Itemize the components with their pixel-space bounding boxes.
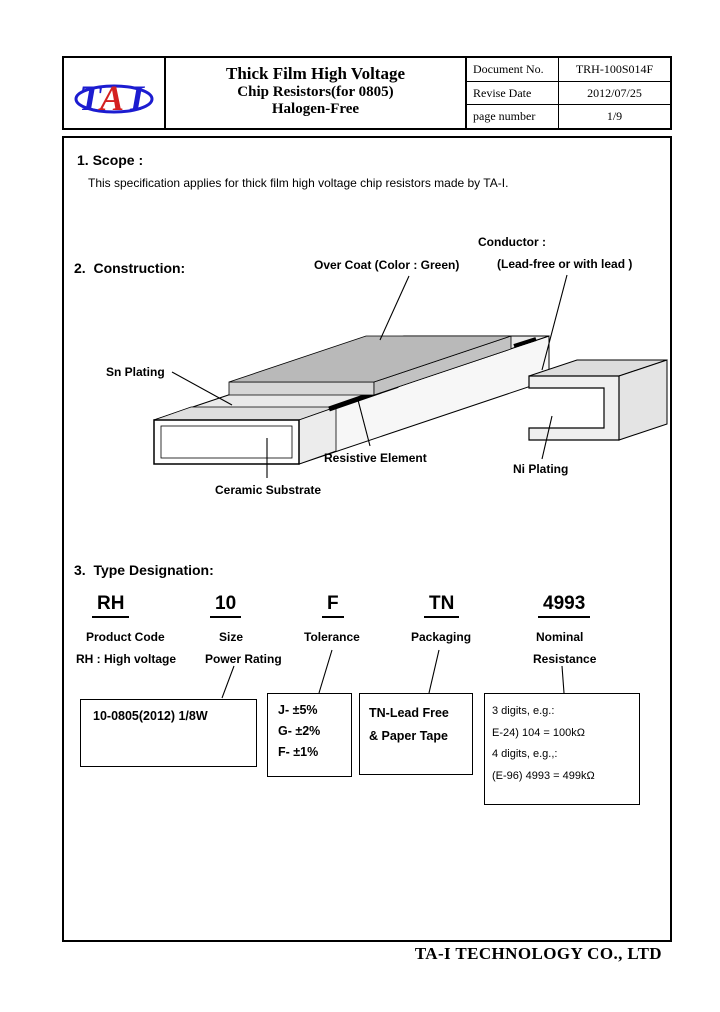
- scope-body: This specification applies for thick film high voltage chip resistors made by TA-I.: [88, 176, 509, 190]
- resistance-text-line4: (E-96) 4993 = 499kΩ: [492, 769, 595, 782]
- packaging-label: Packaging: [411, 630, 472, 644]
- packaging-description-box: [359, 693, 473, 775]
- resistance-text-line2: E-24) 104 = 100kΩ: [492, 726, 585, 739]
- title-line-2: Chip Resistors(for 0805): [237, 84, 394, 100]
- sn-plating-leader-line: [172, 372, 232, 405]
- code-tolerance: F: [322, 593, 344, 618]
- company-footer: TA-I TECHNOLOGY CO., LTD: [414, 944, 662, 963]
- content-frame: [62, 136, 672, 942]
- conductor-leader-line: [542, 275, 567, 370]
- resistance-text-line1: 3 digits, e.g.:: [492, 705, 555, 717]
- revise-date-label: Revise Date: [467, 82, 559, 105]
- size-description-box: [80, 699, 257, 767]
- code-resistance: 4993: [538, 593, 590, 618]
- tolerance-connector-line: [319, 650, 332, 693]
- doc-number-row: [467, 58, 670, 82]
- company-logo: [64, 58, 166, 128]
- logo-letter-i: I: [130, 78, 145, 118]
- logo-letter-a: A: [100, 78, 125, 118]
- revise-date-value: 2012/07/25: [587, 85, 642, 100]
- scope-heading: 1. Scope :: [77, 152, 144, 168]
- conductor-label-line1: Conductor :: [478, 235, 546, 249]
- type-designation-heading: 3. Type Designation:: [74, 562, 214, 578]
- page-number-row: [467, 105, 670, 128]
- sn-plating-label: Sn Plating: [106, 365, 165, 379]
- code-packaging: TN: [424, 593, 459, 618]
- page-number-label: page number: [467, 105, 559, 128]
- doc-number-label: Document No.: [467, 58, 559, 81]
- document-info-table: [465, 58, 670, 128]
- tolerance-description-box: [267, 693, 352, 777]
- header: [62, 56, 672, 130]
- ceramic-substrate-label: Ceramic Substrate: [215, 483, 322, 497]
- page-number-value: 1/9: [606, 109, 623, 124]
- packaging-text-line1: TN-Lead Free: [369, 706, 449, 720]
- conductor-label-line2: (Lead-free or with lead ): [497, 257, 633, 271]
- packaging-connector-line: [429, 650, 439, 693]
- size-connector-line: [222, 666, 234, 698]
- resistance-text-line3: 4 digits, e.g.,:: [492, 748, 558, 760]
- tolerance-option-f: F- ±1%: [278, 745, 319, 759]
- overcoat-label: Over Coat (Color : Green): [314, 258, 460, 272]
- construction-diagram: [74, 248, 670, 518]
- tolerance-label: Tolerance: [304, 630, 360, 644]
- overcoat-near-face: [229, 382, 374, 395]
- size-description-text: 10-0805(2012) 1/8W: [93, 709, 208, 723]
- packaging-text-line2: & Paper Tape: [369, 729, 448, 743]
- construction-heading: 2. Construction:: [74, 260, 186, 276]
- tolerance-option-g: G- ±2%: [278, 724, 321, 738]
- ni-plating-label: Ni Plating: [513, 462, 569, 476]
- size-label: Size: [219, 630, 244, 644]
- tai-logo-icon: [72, 65, 156, 121]
- left-terminal-face: [154, 420, 299, 464]
- conductor-cap-front-face: [529, 376, 619, 440]
- doc-number-value: TRH-100S014F: [575, 61, 654, 76]
- revise-date-row: [467, 82, 670, 106]
- nominal-label: Nominal: [536, 630, 584, 644]
- resistance-label: Resistance: [533, 652, 597, 666]
- logo-letter-t: T: [79, 78, 101, 118]
- title-line-3: Halogen-Free: [271, 101, 360, 117]
- resistance-connector-line: [562, 666, 564, 693]
- title-line-1: Thick Film High Voltage: [226, 64, 405, 83]
- tolerance-option-j: J- ±5%: [278, 703, 318, 717]
- power-rating-label: Power Rating: [205, 652, 282, 666]
- document-title: [166, 58, 465, 128]
- high-voltage-label: RH : High voltage: [76, 652, 177, 666]
- code-product: RH: [92, 593, 129, 618]
- resistive-element-label: Resistive Element: [324, 451, 427, 465]
- product-code-label: Product Code: [86, 630, 165, 644]
- resistance-description-box: [484, 693, 640, 805]
- overcoat-leader-line: [380, 276, 409, 340]
- code-size: 10: [210, 593, 241, 618]
